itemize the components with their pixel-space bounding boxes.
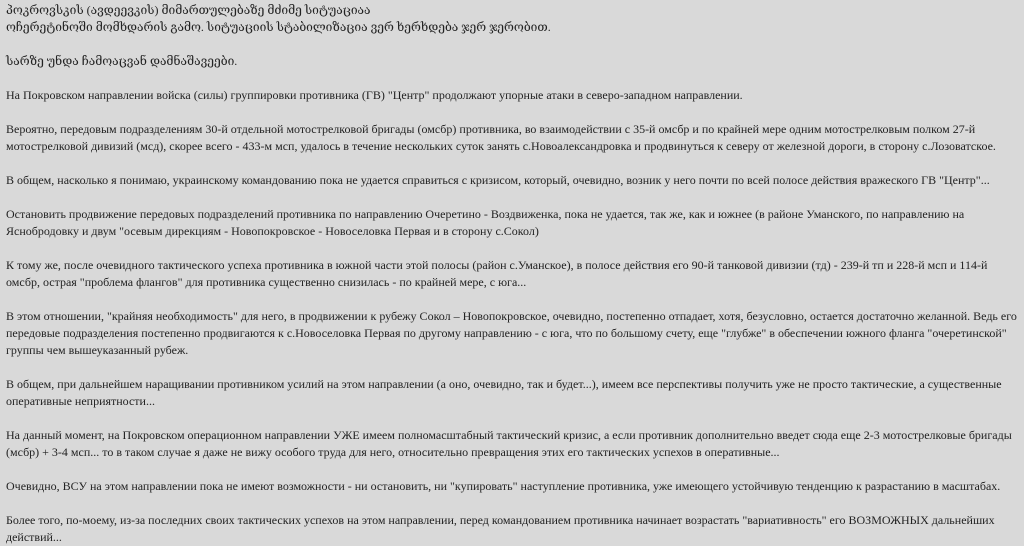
paragraph: На данный момент, на Покровском операционном направлении УЖЕ имеем полномасштабный тактический кризис, а если противник дополнительно введет сюда еще 2-3 мотострелковые бригады (мсбр) + 3-4 мсп... то в таком случае я даже не вижу особого труда для него, относительно превращения этих его тактических успехов в оперативные... — [6, 428, 1012, 459]
header-line-2: ოჩერეტინოში მომხდარის გამო. სიტუაციის სტაბილიზაცია ვერ ხერხდება ჯერ ჯერობით. — [6, 20, 551, 34]
paragraph: В общем, при дальнейшем наращивании противником усилий на этом направлении (а оно, очевидно, так и будет...), имеем все перспективы получить уже не просто тактические, а существенные оперативные неприятности... — [6, 377, 1002, 408]
paragraph: В общем, насколько я понимаю, украинскому командованию пока не удается справиться с кризисом, который, очевидно, возник у него почти по всей полосе действия вражеского ГВ "Центр"... — [6, 173, 990, 187]
paragraph: На Покровском направлении войска (силы) группировки противника (ГВ) "Центр" продолжают упорные атаки в северо-западном направлении. — [6, 88, 743, 102]
paragraph: К тому же, после очевидного тактического успеха противника в южной части этой полосы (район с.Уманское), в полосе действия его 90-й танковой дивизии (тд) - 239-й тп и 228-й мсп и 114-й омсбр, острая "проблема флангов" для противника существенно снизилась - по крайней мере, с юга... — [6, 258, 988, 289]
paragraph: Остановить продвижение передовых подразделений противника по направлению Очеретино - Воздвиженка, пока не удается, так же, как и южнее (в районе Уманского, по направлению на Яснобродовку и двум "осевым дирекциям - Новопокровское - Новоселовка Первая и в сторону с.Сокол) — [6, 207, 965, 238]
paragraph: Очевидно, ВСУ на этом направлении пока не имеют возможности - ни остановить, ни "купировать" наступление противника, уже имеющего устойчивую тенденцию к разрастанию в масштабах. — [6, 479, 1001, 493]
paragraph: Более того, по-моему, из-за последних своих тактических успехов на этом направлении, перед командованием противника начинает возрастать "вариативность" его ВОЗМОЖНЫХ дальнейших действий... — [6, 513, 995, 544]
header-line-1: პოკროვსკის (ავდეევკის) მიმართულებაზე მძიმე სიტუაციაა — [6, 3, 371, 17]
intro-text: სარზე უნდა ჩამოაცვან დამნაშავეები. — [6, 54, 238, 68]
paragraph: В этом отношении, "крайняя необходимость" для него, в продвижении к рубежу Сокол – Новопокровское, очевидно, постепенно отпадает, хотя, безусловно, остается достаточно желанной. Ведь его передовые подразделения постепенно продвигаются к с.Новоселовка Первая по другому направлению - с юга, что по большому счету, еще "глубже" в обеспечении южного фланга "очеретинской" группы чем вышеуказанный рубеж. — [6, 309, 1017, 357]
article-header — [6, 2, 1024, 36]
paragraph: Вероятно, передовым подразделениям 30-й отдельной мотострелковой бригады (омсбр) противника, во взаимодействии с 35-й омсбр и по крайней мере одним мотострелковым полком 27-й мотострелковой дивизий (мсд), скорее всего - 433-м мсп, удалось в течение нескольких суток занять с.Новоалександровка и продвинуться к северу от железной дороги, в сторону с.Лозоватское. — [6, 122, 996, 153]
